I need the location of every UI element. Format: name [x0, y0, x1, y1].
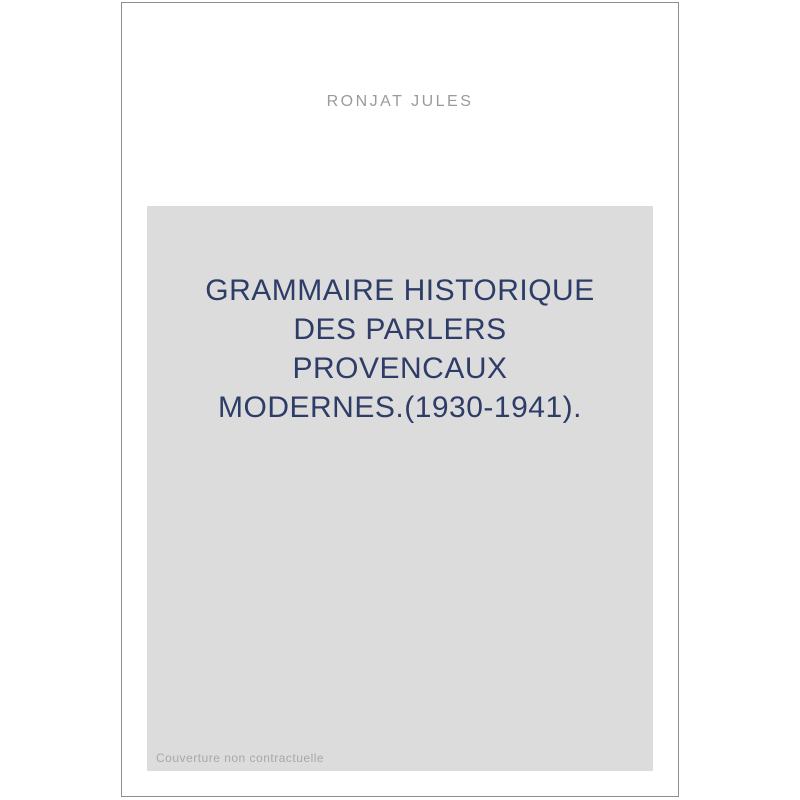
- book-title: [147, 271, 653, 427]
- book-title-line-1: GRAMMAIRE HISTORIQUE: [205, 274, 595, 307]
- book-page: [121, 2, 679, 797]
- cover-disclaimer: Couverture non contractuelle: [156, 751, 325, 765]
- cover-placeholder: [147, 206, 653, 771]
- book-title-line-3: PROVENCAUX: [292, 352, 508, 385]
- book-title-line-2: DES PARLERS: [293, 313, 507, 346]
- author-name: RONJAT JULES: [326, 93, 474, 110]
- book-title-line-4: MODERNES.(1930-1941).: [218, 391, 582, 424]
